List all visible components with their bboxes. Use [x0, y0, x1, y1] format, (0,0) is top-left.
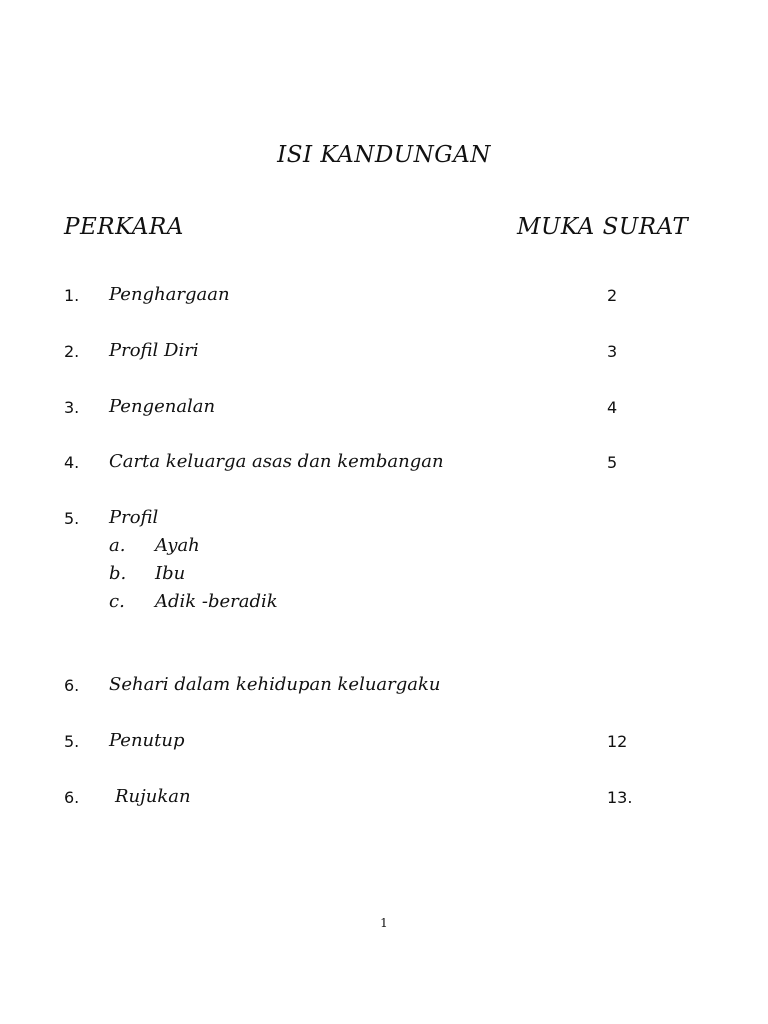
footer-page-number: 1: [380, 916, 388, 930]
entry-page-number: 12: [607, 732, 628, 751]
sub-entry-label: Ibu: [155, 563, 186, 584]
sub-entry-letter: a.: [109, 535, 126, 556]
entry-label: Profil: [109, 507, 159, 528]
header-perkara: PERKARA: [64, 214, 184, 240]
entry-number: 1.: [64, 286, 80, 305]
toc-entry: [0, 730, 768, 758]
header-muka-surat: MUKA SURAT: [517, 214, 689, 240]
entry-number: 6.: [64, 788, 80, 807]
entry-label: Penghargaan: [109, 284, 230, 305]
document-title: ISI KANDUNGAN: [277, 142, 491, 168]
toc-sub-entry: [0, 591, 768, 619]
entry-page-number: 3: [607, 342, 618, 361]
entry-number: 5.: [64, 509, 80, 528]
entry-number: 4.: [64, 453, 80, 472]
entry-number: 6.: [64, 676, 80, 695]
sub-entry-label: Ayah: [155, 535, 200, 556]
toc-entry: [0, 507, 768, 535]
toc-entry: [0, 786, 768, 814]
entry-page-number: 13.: [607, 788, 633, 807]
toc-sub-entry: [0, 563, 768, 591]
entry-page-number: 5: [607, 453, 618, 472]
entry-label: Rujukan: [115, 786, 191, 807]
entry-label: Profil Diri: [109, 340, 199, 361]
toc-entry: [0, 396, 768, 424]
toc-sub-entry: [0, 535, 768, 563]
entry-page-number: 2: [607, 286, 618, 305]
entry-number: 3.: [64, 398, 80, 417]
sub-entry-letter: b.: [109, 563, 127, 584]
toc-entry: [0, 284, 768, 312]
entry-label: Penutup: [109, 730, 185, 751]
toc-entry: [0, 674, 768, 702]
entry-number: 2.: [64, 342, 80, 361]
entry-label: Sehari dalam kehidupan keluargaku: [109, 674, 441, 695]
toc-entry: [0, 451, 768, 479]
entry-number: 5.: [64, 732, 80, 751]
sub-entry-letter: c.: [109, 591, 125, 612]
sub-entry-label: Adik -beradik: [155, 591, 278, 612]
toc-entry: [0, 340, 768, 368]
entry-label: Carta keluarga asas dan kembangan: [109, 451, 444, 472]
entry-page-number: 4: [607, 398, 618, 417]
entry-label: Pengenalan: [109, 396, 216, 417]
